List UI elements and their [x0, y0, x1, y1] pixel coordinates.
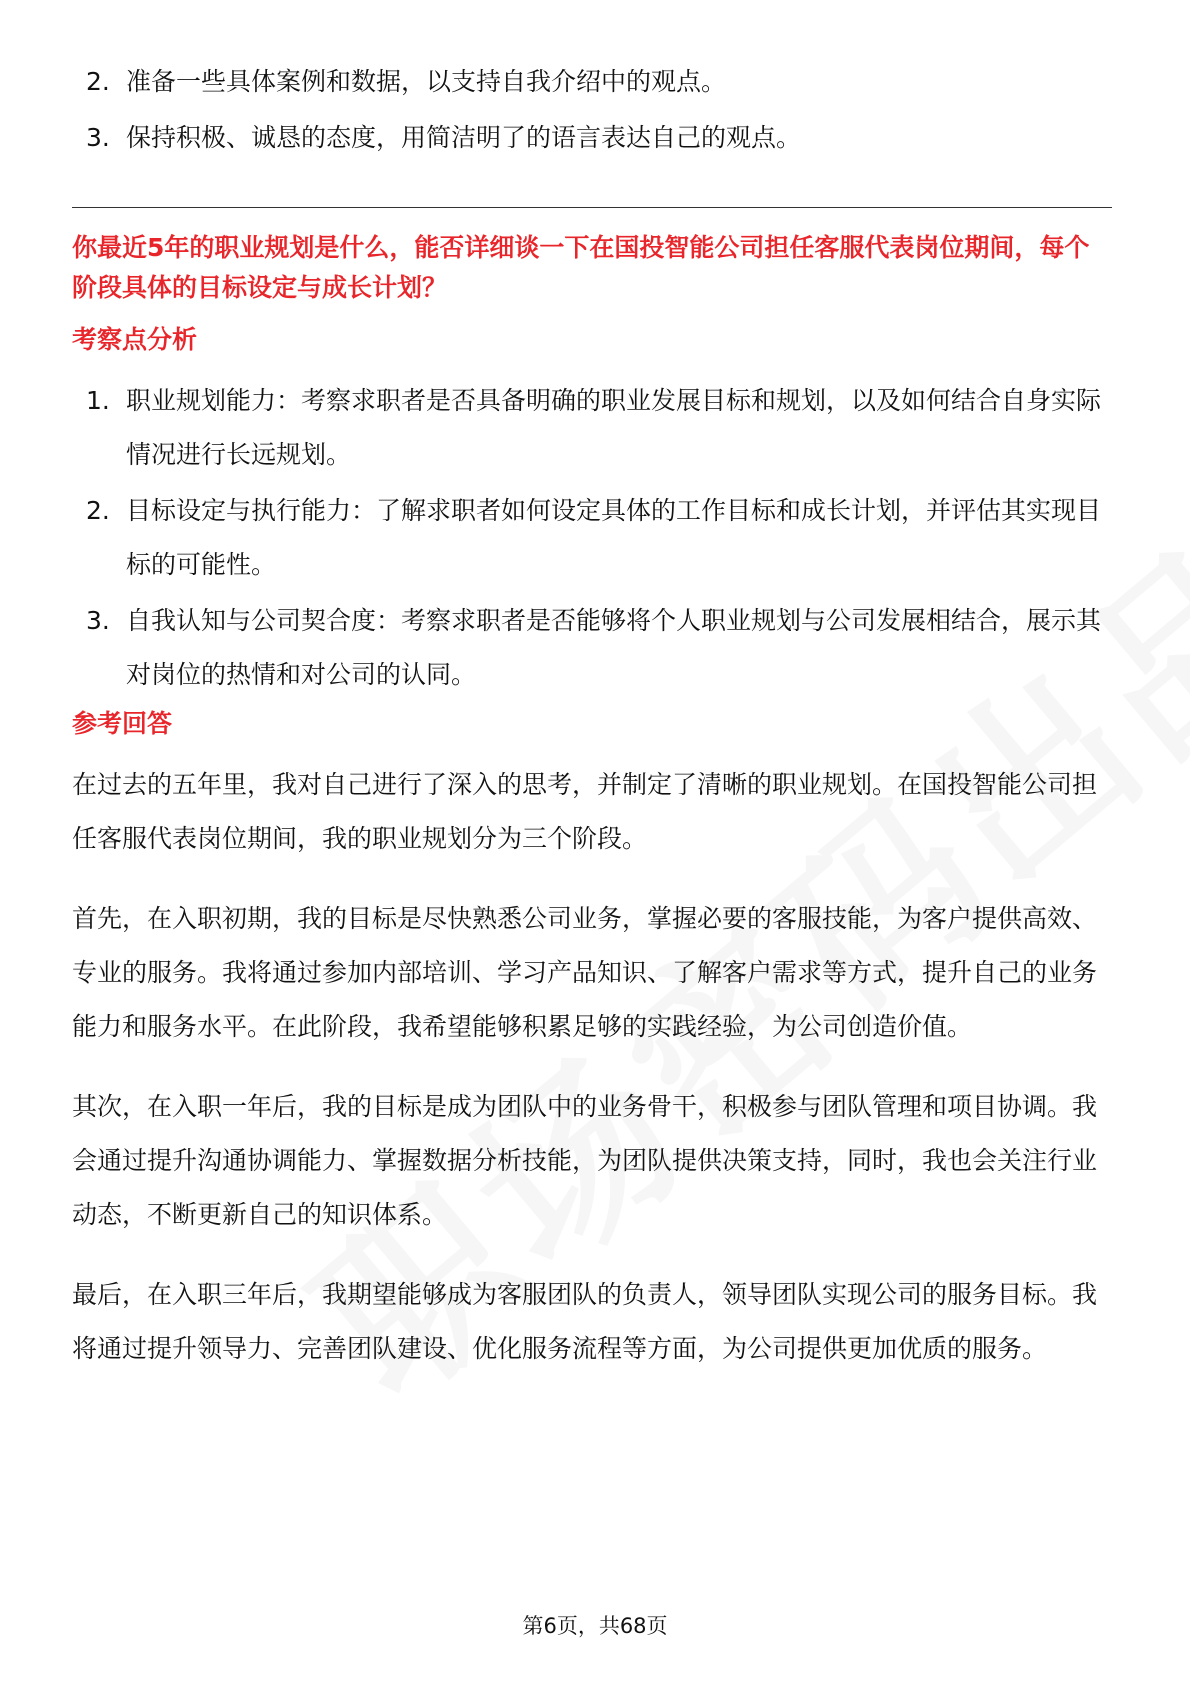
list-item: [72, 111, 1112, 165]
list-text: 准备一些具体案例和数据，以支持自我介绍中的观点。: [126, 67, 727, 96]
interview-question: 你最近5年的职业规划是什么，能否详细谈一下在国投智能公司担任客服代表岗位期间，每个阶段具体的目标设定与成长计划？: [72, 233, 1090, 302]
list-text: 自我认知与公司契合度：考察求职者是否能够将个人职业规划与公司发展相结合，展示其对岗位的热情和对公司的认同。: [126, 606, 1102, 689]
answer-heading: 参考回答: [72, 709, 173, 738]
answer-paragraph: 其次，在入职一年后，我的目标是成为团队中的业务骨干，积极参与团队管理和项目协调。我会通过提升沟通协调能力、掌握数据分析技能，为团队提供决策支持，同时，我也会关注行业动态，不断更新自己的知识体系。: [72, 1092, 1098, 1229]
continued-tips-list: [72, 55, 1112, 165]
analysis-heading: 考察点分析: [72, 325, 198, 354]
list-number: 2.: [86, 496, 110, 525]
list-number: 3.: [86, 606, 110, 635]
list-number: 2.: [86, 67, 110, 96]
answer-paragraph: 最后，在入职三年后，我期望能够成为客服团队的负责人，领导团队实现公司的服务目标。我将通过提升领导力、完善团队建设、优化服务流程等方面，为公司提供更加优质的服务。: [72, 1280, 1098, 1363]
answer-paragraph: 在过去的五年里，我对自己进行了深入的思考，并制定了清晰的职业规划。在国投智能公司担任客服代表岗位期间，我的职业规划分为三个阶段。: [72, 770, 1098, 853]
list-item: [72, 55, 1112, 109]
list-item: [72, 484, 1112, 592]
list-text: 职业规划能力：考察求职者是否具备明确的职业发展目标和规划，以及如何结合自身实际情况进行长远规划。: [126, 386, 1102, 469]
list-item: [72, 594, 1112, 702]
list-item: [72, 374, 1112, 482]
list-text: 保持积极、诚恳的态度，用简洁明了的语言表达自己的观点。: [126, 123, 802, 152]
page-number: 第6页，共68页: [522, 1614, 668, 1638]
list-number: 3.: [86, 123, 110, 152]
section-divider: [72, 207, 1112, 208]
answer-paragraph: 首先，在入职初期，我的目标是尽快熟悉公司业务，掌握必要的客服技能，为客户提供高效、专业的服务。我将通过参加内部培训、学习产品知识、了解客户需求等方式，提升自己的业务能力和服务水平。在此阶段，我希望能够积累足够的实践经验，为公司创造价值。: [72, 904, 1098, 1041]
page-content: [72, 55, 1112, 1402]
analysis-list: [72, 374, 1112, 702]
list-number: 1.: [86, 386, 110, 415]
list-text: 目标设定与执行能力：了解求职者如何设定具体的工作目标和成长计划，并评估其实现目标的可能性。: [126, 496, 1102, 579]
